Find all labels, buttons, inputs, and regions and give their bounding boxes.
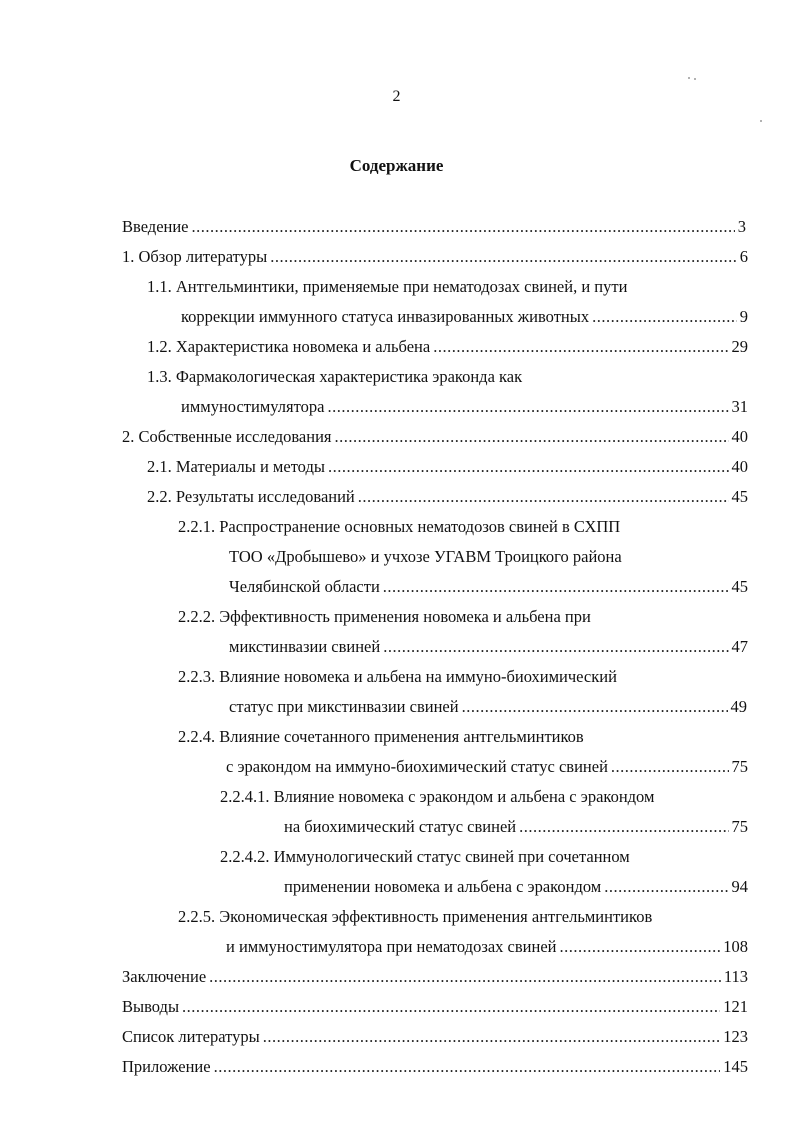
toc-entry-page: 113 bbox=[723, 967, 748, 986]
toc-entry-page: 29 bbox=[731, 337, 748, 356]
toc-entry-page: 45 bbox=[731, 577, 748, 596]
leader-dots bbox=[214, 1056, 721, 1078]
leader-dots bbox=[335, 426, 729, 448]
toc-entry-1-3-line1[interactable]: 1.3. Фармакологическая характеристика эраконда как bbox=[147, 367, 523, 386]
toc-entry-1-1-line1[interactable]: 1.1. Антгельминтики, применяемые при нематодозах свиней, и пути bbox=[147, 277, 628, 296]
toc-entry-2-2[interactable] bbox=[147, 486, 748, 508]
toc-entry-page: 3 bbox=[737, 217, 746, 236]
leader-dots bbox=[263, 1026, 721, 1048]
toc-entry-label: Заключение bbox=[122, 967, 207, 986]
toc-entry-conclusion[interactable] bbox=[122, 966, 748, 988]
toc-entry-label: коррекции иммунного статуса инвазированных животных bbox=[181, 307, 590, 326]
toc-entry-1-1[interactable] bbox=[181, 306, 748, 328]
leader-dots bbox=[358, 486, 729, 508]
leader-dots bbox=[611, 756, 729, 778]
leader-dots bbox=[604, 876, 728, 898]
leader-dots bbox=[182, 996, 720, 1018]
toc-entry-2-2-2-line1[interactable]: 2.2.2. Эффективность применения новомека и альбена при bbox=[178, 607, 591, 626]
toc-entry-references[interactable] bbox=[122, 1026, 748, 1048]
toc-entry-page: 145 bbox=[723, 1057, 748, 1076]
toc-entry-page: 31 bbox=[731, 397, 748, 416]
toc-entry-2-2-4[interactable] bbox=[226, 756, 748, 778]
toc-entry-appendix[interactable] bbox=[122, 1056, 748, 1078]
toc-entry-2-2-1[interactable] bbox=[229, 576, 748, 598]
toc-entry-label: 2.1. Материалы и методы bbox=[147, 457, 325, 476]
toc-entry-label: иммуностимулятора bbox=[181, 397, 325, 416]
toc-entry-page: 9 bbox=[739, 307, 748, 326]
toc-entry-2-2-1-line1[interactable]: 2.2.1. Распространение основных нематодозов свиней в СХПП bbox=[178, 517, 621, 536]
leader-dots bbox=[383, 576, 729, 598]
leader-dots bbox=[592, 306, 737, 328]
toc-entry-label: 2.2. Результаты исследований bbox=[147, 487, 355, 506]
toc-entry-2-2-4-2-line1[interactable]: 2.2.4.2. Иммунологический статус свиней при сочетанном bbox=[220, 847, 630, 866]
toc-entry-page: 75 bbox=[731, 757, 748, 776]
toc-entry-page: 123 bbox=[723, 1027, 748, 1046]
toc-entry-label: Приложение bbox=[122, 1057, 211, 1076]
toc-entry-section-1[interactable] bbox=[122, 246, 748, 268]
toc-entry-2-2-3[interactable] bbox=[229, 696, 747, 718]
leader-dots bbox=[209, 966, 721, 988]
toc-entry-label: 2. Собственные исследования bbox=[122, 427, 332, 446]
toc-entry-label: с эракондом на иммуно-биохимический статус свиней bbox=[226, 757, 608, 776]
leader-dots bbox=[559, 936, 720, 958]
toc-entry-label: применении новомека и альбена с эракондом bbox=[284, 877, 602, 896]
leader-dots bbox=[270, 246, 737, 268]
toc-entry-findings[interactable] bbox=[122, 996, 748, 1018]
toc-entry-2-2-4-2[interactable] bbox=[284, 876, 748, 898]
toc-entry-page: 75 bbox=[731, 817, 748, 836]
leader-dots bbox=[192, 216, 735, 238]
toc-entry-page: 6 bbox=[739, 247, 748, 266]
toc-entry-label: на биохимический статус свиней bbox=[284, 817, 517, 836]
toc-entry-page: 47 bbox=[731, 637, 748, 656]
leader-dots bbox=[327, 396, 728, 418]
toc-entry-label: Выводы bbox=[122, 997, 180, 1016]
toc-entry-section-2[interactable] bbox=[122, 426, 748, 448]
toc-entry-label: Список литературы bbox=[122, 1027, 260, 1046]
toc-entry-1-3[interactable] bbox=[181, 396, 748, 418]
toc-entry-2-2-1-line2[interactable]: ТОО «Дробышево» и учхозе УГАВМ Троицкого района bbox=[229, 547, 622, 566]
toc-entry-page: 121 bbox=[723, 997, 748, 1016]
toc-entry-page: 49 bbox=[730, 697, 747, 716]
toc-entry-label: 1. Обзор литературы bbox=[122, 247, 268, 266]
toc-entry-intro[interactable] bbox=[122, 216, 746, 238]
toc-entry-page: 40 bbox=[731, 457, 748, 476]
toc-entry-label: 1.2. Характеристика новомека и альбена bbox=[147, 337, 431, 356]
toc-entry-2-2-4-1-line1[interactable]: 2.2.4.1. Влияние новомека с эракондом и альбена с эракондом bbox=[220, 787, 655, 806]
toc-entry-label: статус при микстинвазии свиней bbox=[229, 697, 459, 716]
leader-dots bbox=[519, 816, 728, 838]
page-title: Содержание bbox=[349, 156, 444, 175]
scan-speck bbox=[694, 78, 696, 80]
toc-entry-2-2-4-1[interactable] bbox=[284, 816, 748, 838]
toc-entry-page: 40 bbox=[731, 427, 748, 446]
toc-entry-label: и иммуностимулятора при нематодозах свиней bbox=[226, 937, 557, 956]
page-number: 2 bbox=[392, 88, 401, 105]
toc-entry-label: Челябинской области bbox=[229, 577, 380, 596]
leader-dots bbox=[328, 456, 729, 478]
leader-dots bbox=[383, 636, 728, 658]
scan-speck bbox=[688, 77, 690, 79]
toc-entry-page: 108 bbox=[723, 937, 748, 956]
toc-entry-label: микстинвазии свиней bbox=[229, 637, 381, 656]
toc-entry-2-2-4-line1[interactable]: 2.2.4. Влияние сочетанного применения антгельминтиков bbox=[178, 727, 584, 746]
toc-entry-2-2-3-line1[interactable]: 2.2.3. Влияние новомека и альбена на иммуно-биохимический bbox=[178, 667, 617, 686]
toc-entry-2-2-5[interactable] bbox=[226, 936, 748, 958]
toc-entry-2-2-2[interactable] bbox=[229, 636, 748, 658]
toc-entry-page: 45 bbox=[731, 487, 748, 506]
leader-dots bbox=[462, 696, 728, 718]
toc-entry-1-2[interactable] bbox=[147, 336, 748, 358]
toc-entry-label: Введение bbox=[122, 217, 189, 236]
toc-entry-2-1[interactable] bbox=[147, 456, 748, 478]
toc-entry-2-2-5-line1[interactable]: 2.2.5. Экономическая эффективность применения антгельминтиков bbox=[178, 907, 653, 926]
leader-dots bbox=[433, 336, 728, 358]
toc-entry-page: 94 bbox=[731, 877, 748, 896]
scan-speck bbox=[760, 120, 762, 122]
